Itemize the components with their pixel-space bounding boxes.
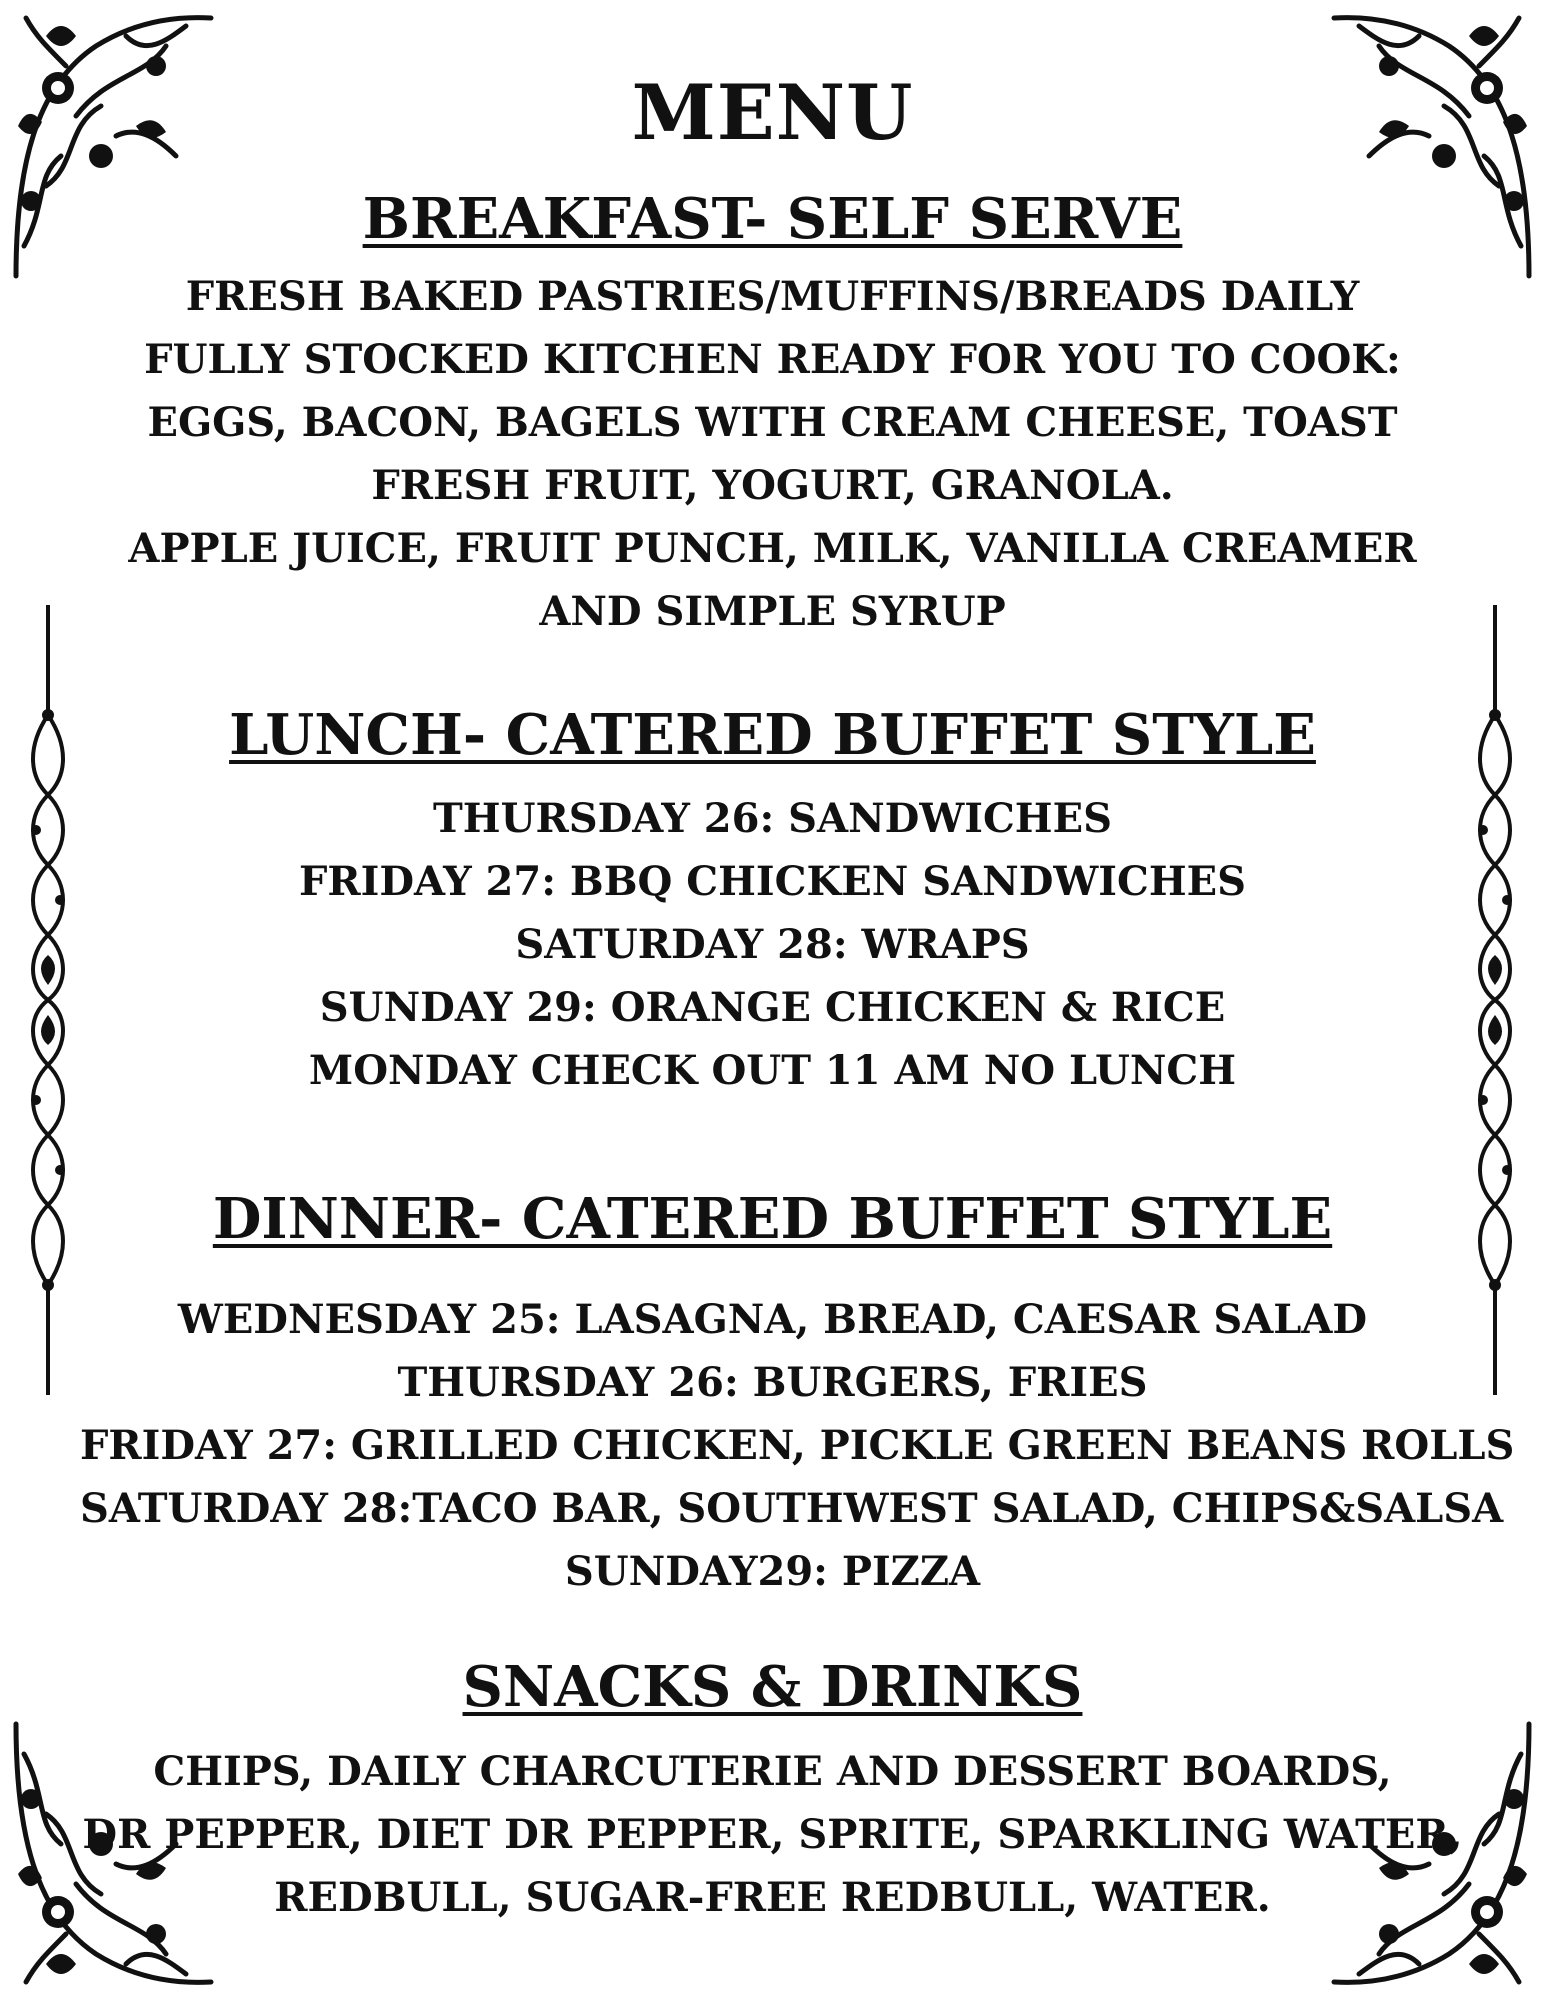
snacks-item: CHIPS, DAILY CHARCUTERIE AND DESSERT BOARDS, xyxy=(153,1748,1392,1795)
breakfast-item: FRESH FRUIT, YOGURT, GRANOLA. xyxy=(371,462,1174,509)
breakfast-item: FRESH BAKED PASTRIES/MUFFINS/BREADS DAILY xyxy=(185,273,1360,320)
dinner-heading xyxy=(80,1186,1465,1252)
lunch-heading-text: LUNCH- CATERED BUFFET STYLE xyxy=(229,702,1316,768)
snacks-item: DR PEPPER, DIET DR PEPPER, SPRITE, SPARKLING WATER, xyxy=(82,1811,1463,1858)
lunch-item: THURSDAY 26: SANDWICHES xyxy=(433,795,1112,842)
lunch-list xyxy=(80,787,1465,1102)
breakfast-item: APPLE JUICE, FRUIT PUNCH, MILK, VANILLA CREAMER AND SIMPLE SYRUP xyxy=(128,525,1417,635)
lunch-item: SUNDAY 29: ORANGE CHICKEN & RICE xyxy=(319,984,1226,1031)
breakfast-item: FULLY STOCKED KITCHEN READY FOR YOU TO COOK: xyxy=(144,336,1401,383)
dinner-item: FRIDAY 27: GRILLED CHICKEN, PICKLE GREEN BEANS ROLLS xyxy=(80,1422,1515,1469)
dinner-item: SATURDAY 28:TACO BAR, SOUTHWEST SALAD, CHIPS&SALSA xyxy=(80,1485,1504,1532)
side-scroll-divider-right-icon xyxy=(1473,605,1517,1395)
breakfast-heading-text: BREAKFAST- SELF SERVE xyxy=(362,186,1183,252)
side-scroll-divider-left-icon xyxy=(26,605,70,1395)
dinner-item: THURSDAY 26: BURGERS, FRIES xyxy=(397,1359,1148,1406)
breakfast-list xyxy=(100,265,1445,643)
snacks-heading-text: SNACKS & DRINKS xyxy=(462,1654,1083,1720)
lunch-item: SATURDAY 28: WRAPS xyxy=(515,921,1030,968)
snacks-item: REDBULL, SUGAR-FREE REDBULL, WATER. xyxy=(274,1874,1271,1921)
lunch-item: MONDAY CHECK OUT 11 AM NO LUNCH xyxy=(308,1047,1237,1094)
dinner-item: SUNDAY29: PIZZA xyxy=(564,1548,981,1595)
breakfast-heading xyxy=(80,186,1465,252)
lunch-item: FRIDAY 27: BBQ CHICKEN SANDWICHES xyxy=(298,858,1247,905)
menu-title: MENU xyxy=(631,68,914,157)
snacks-list xyxy=(80,1740,1465,1929)
dinner-list xyxy=(80,1288,1515,1603)
dinner-heading-text: DINNER- CATERED BUFFET STYLE xyxy=(212,1186,1333,1252)
lunch-heading xyxy=(80,702,1465,768)
breakfast-item: EGGS, BACON, BAGELS WITH CREAM CHEESE, TOAST xyxy=(147,399,1398,446)
snacks-heading xyxy=(80,1654,1465,1720)
dinner-item: WEDNESDAY 25: LASAGNA, BREAD, CAESAR SALAD xyxy=(177,1296,1368,1343)
